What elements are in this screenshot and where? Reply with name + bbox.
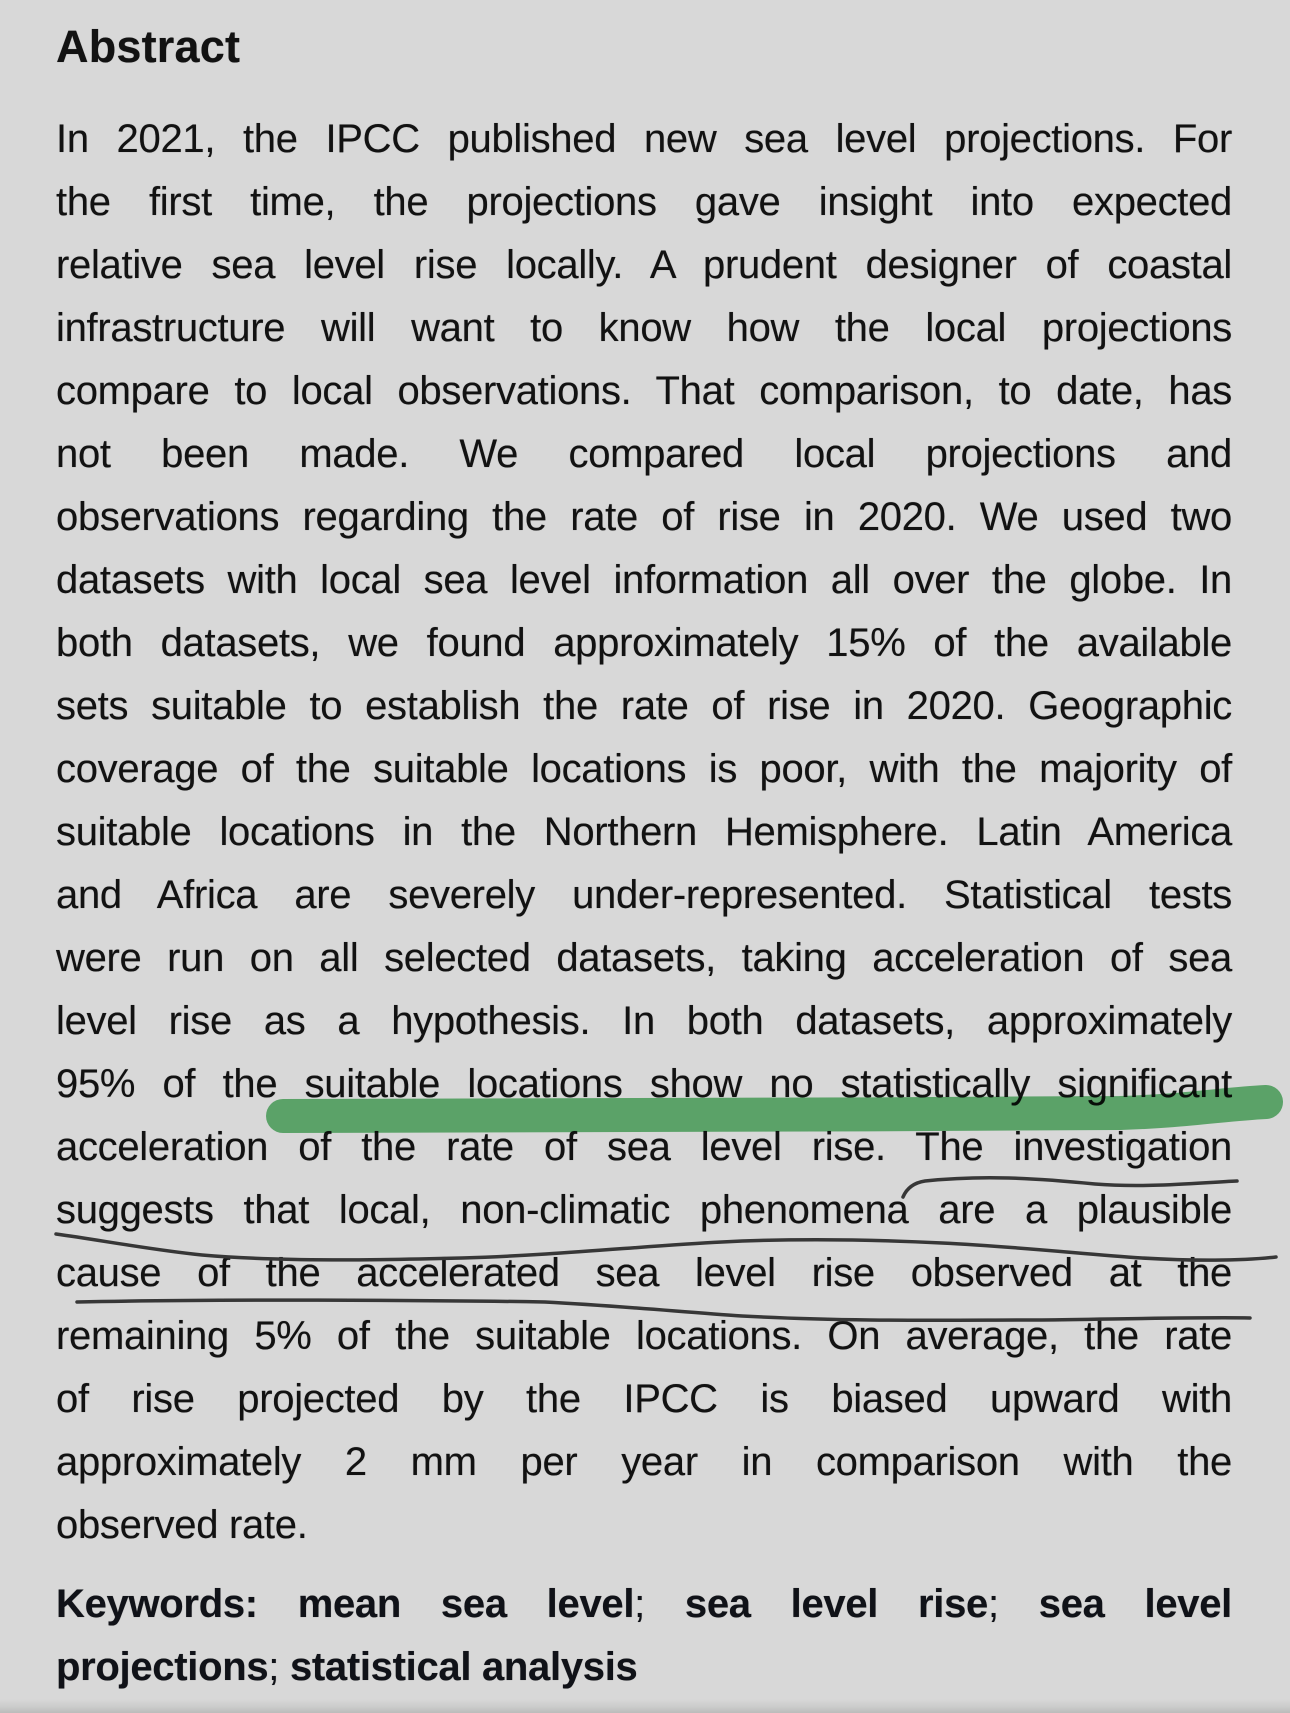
abstract-line: were run on all selected datasets, taking acceleration of sea bbox=[56, 936, 1232, 980]
abstract-content bbox=[56, 15, 1232, 1699]
abstract-paragraph bbox=[56, 108, 1232, 1557]
abstract-line: infrastructure will want to know how the local projections bbox=[56, 306, 1232, 350]
abstract-line: suitable locations in the Northern Hemisphere. Latin America bbox=[56, 810, 1232, 854]
keyword-separator: ; bbox=[268, 1645, 290, 1689]
keywords-line-2 bbox=[56, 1636, 1232, 1699]
abstract-line: sets suitable to establish the rate of rise in 2020. Geographic bbox=[56, 684, 1232, 728]
keyword-term: statistical analysis bbox=[289, 1645, 638, 1689]
abstract-line: datasets with local sea level information all over the globe. In bbox=[56, 558, 1232, 602]
abstract-line: the first time, the projections gave insight into expected bbox=[56, 180, 1232, 224]
keyword-term: Keywords: mean sea level bbox=[56, 1582, 635, 1626]
page-bottom-edge bbox=[0, 1699, 1290, 1713]
keywords-spacer bbox=[56, 1557, 1232, 1573]
abstract-line: In 2021, the IPCC published new sea level projections. For bbox=[56, 117, 1232, 161]
abstract-line: observations regarding the rate of rise in 2020. We used two bbox=[56, 495, 1232, 539]
abstract-line: cause of the accelerated sea level rise observed at the bbox=[56, 1251, 1232, 1295]
abstract-line: 95% of the suitable locations show no statistically significant bbox=[56, 1062, 1232, 1106]
keyword-term: projections bbox=[56, 1645, 269, 1689]
abstract-line: approximately 2 mm per year in comparison with the bbox=[56, 1440, 1232, 1484]
abstract-line: suggests that local, non-climatic phenomena are a plausible bbox=[56, 1188, 1232, 1232]
abstract-line: not been made. We compared local projections and bbox=[56, 432, 1232, 476]
abstract-line: and Africa are severely under-represented. Statistical tests bbox=[56, 873, 1232, 917]
keyword-term: sea level bbox=[1038, 1582, 1232, 1626]
abstract-line: remaining 5% of the suitable locations. On average, the rate bbox=[56, 1314, 1232, 1358]
abstract-heading: Abstract bbox=[56, 21, 241, 72]
keywords-line-1 bbox=[56, 1573, 1232, 1636]
keyword-separator: ; bbox=[634, 1582, 685, 1626]
keyword-separator: ; bbox=[988, 1582, 1039, 1626]
abstract-line: compare to local observations. That comparison, to date, has bbox=[56, 369, 1232, 413]
keyword-term: sea level rise bbox=[684, 1582, 989, 1626]
heading-spacer bbox=[56, 78, 1232, 108]
abstract-line: level rise as a hypothesis. In both datasets, approximately bbox=[56, 999, 1232, 1043]
abstract-line: coverage of the suitable locations is poor, with the majority of bbox=[56, 747, 1232, 791]
abstract-line: acceleration of the rate of sea level rise. The investigation bbox=[56, 1125, 1232, 1169]
abstract-line: both datasets, we found approximately 15% of the available bbox=[56, 621, 1232, 665]
abstract-line: of rise projected by the IPCC is biased upward with bbox=[56, 1377, 1232, 1421]
abstract-line: relative sea level rise locally. A prudent designer of coastal bbox=[56, 243, 1232, 287]
abstract-line: observed rate. bbox=[56, 1503, 308, 1547]
